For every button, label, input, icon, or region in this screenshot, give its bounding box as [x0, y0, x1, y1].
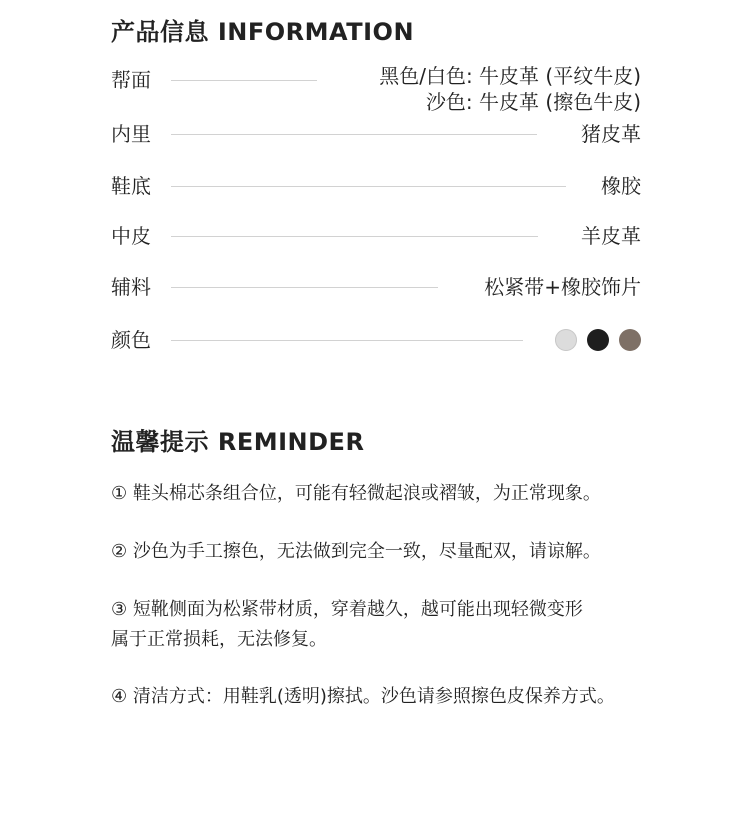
color-swatch-black: [587, 329, 609, 351]
spec-value-line: 黑色/白色: 牛皮革 (平纹牛皮): [379, 64, 641, 88]
reminder-note: ② 沙色为手工擦色，无法做到完全一致，尽量配双，请谅解。: [111, 541, 601, 562]
reminder-note-continued: 属于正常损耗，无法修复。: [111, 629, 327, 650]
reminder-title: 温馨提示 REMINDER: [111, 428, 365, 456]
spec-value-line: 沙色: 牛皮革 (擦色牛皮): [425, 90, 641, 114]
color-swatch-sand: [619, 329, 641, 351]
spec-label: 内里: [111, 122, 151, 146]
divider-line: [171, 134, 537, 135]
spec-value: 橡胶: [601, 174, 641, 198]
divider-line: [171, 186, 566, 187]
spec-row-midlayer: [111, 222, 641, 252]
reminder-note: ① 鞋头棉芯条组合位，可能有轻微起浪或褶皱，为正常现象。: [111, 483, 601, 504]
reminder-note: ③ 短靴侧面为松紧带材质，穿着越久，越可能出现轻微变形: [111, 599, 583, 620]
spec-row-accessories: [111, 273, 641, 303]
spec-label: 中皮: [111, 224, 151, 248]
spec-label: 帮面: [111, 68, 151, 92]
spec-row-colors: [111, 326, 641, 356]
spec-row-upper: [111, 64, 641, 114]
spec-label: 鞋底: [111, 174, 151, 198]
spec-row-sole: [111, 172, 641, 202]
spec-label: 颜色: [111, 328, 151, 352]
spec-label: 辅料: [111, 275, 151, 299]
divider-line: [171, 80, 317, 81]
divider-line: [171, 340, 523, 341]
color-swatch-white: [555, 329, 577, 351]
spec-value: [379, 63, 641, 115]
color-swatches: [555, 329, 641, 351]
spec-value: 松紧带+橡胶饰片: [484, 275, 641, 299]
information-title: 产品信息 INFORMATION: [111, 18, 415, 46]
divider-line: [171, 287, 438, 288]
divider-line: [171, 236, 538, 237]
reminder-note: ④ 清洁方式：用鞋乳(透明)擦拭。沙色请参照擦色皮保养方式。: [111, 686, 615, 707]
spec-value: 羊皮革: [581, 224, 641, 248]
spec-row-lining: [111, 120, 641, 150]
spec-value: 猪皮革: [581, 122, 641, 146]
